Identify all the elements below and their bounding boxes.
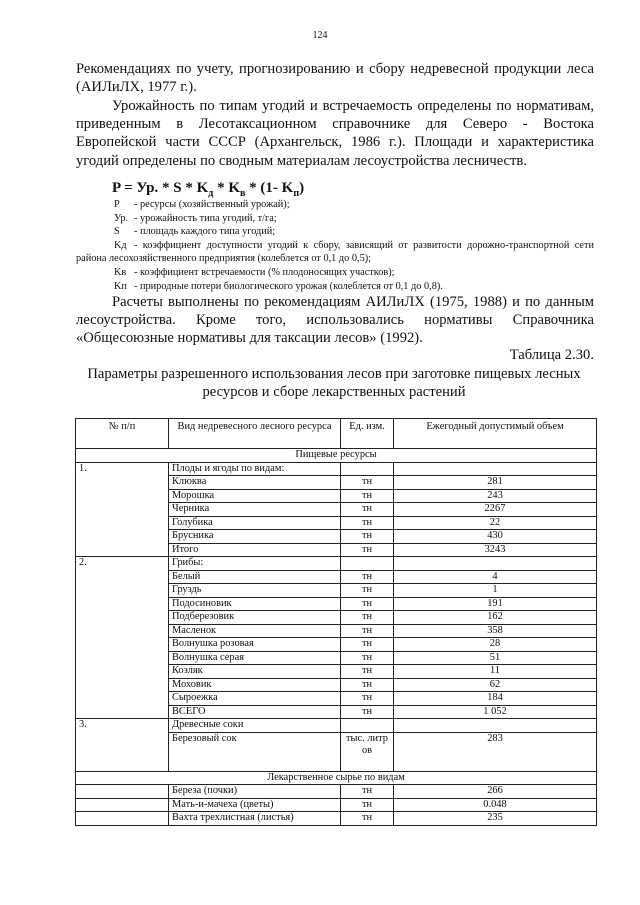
table-row: Белый тн 4 (76, 570, 597, 584)
table-row: Клюква тн 281 (76, 476, 597, 490)
table-row: Мать-и-мачеха (цветы) тн 0.048 (76, 798, 597, 812)
group-row: 3. Древесные соки (76, 719, 597, 733)
header-volume: Ежегодный допустимый объем (394, 419, 597, 449)
resource-formula: P = Ур. * S * $K_д * K_в * (1-$ $K_п$) (112, 180, 305, 199)
table-row: Волнушка серая тн 51 (76, 651, 597, 665)
table-row: Козляк тн 11 (76, 665, 597, 679)
table-row: Итого тн 3243 (76, 543, 597, 557)
table-header-row (76, 419, 597, 449)
table-row: Черника тн 2267 (76, 503, 597, 517)
table-row: Подосиновик тн 191 (76, 597, 597, 611)
table-title: Параметры разрешенного использования лесов при заготовке пищевых лесных ресурсов и сборе лекарственных растений (87, 366, 581, 400)
table-row: Подберезовик тн 162 (76, 611, 597, 625)
definition-kp: Kп - природные потери биологического урожая (колеблется от 0,1 до 0,8). (114, 280, 443, 292)
table-row: Морошка тн 243 (76, 489, 597, 503)
table-row: Березовый сок тыс. литров 283 (76, 732, 597, 771)
header-unit: Ед. изм. (341, 419, 394, 449)
definition-p: P - ресурсы (хозяйственный урожай); (114, 199, 290, 210)
definition-kv: Kв - коэффициент встречаемости (% плодоносящих участков); (114, 266, 395, 278)
table-row: Волнушка розовая тн 28 (76, 638, 597, 652)
table-row: ВСЕГО тн 1 052 (76, 705, 597, 719)
section-food: Пищевые ресурсы (76, 449, 597, 463)
table-row: Голубика тн 22 (76, 516, 597, 530)
table-row: Груздь тн 1 (76, 584, 597, 598)
header-number: № п/п (76, 419, 169, 449)
group-row: 1. Плоды и ягоды по видам: (76, 462, 597, 476)
page-number: 124 (312, 30, 328, 41)
table-row: Брусника тн 430 (76, 530, 597, 544)
table-row: Моховик тн 62 (76, 678, 597, 692)
table-label: Таблица 2.30. (509, 347, 594, 363)
table-row: Вахта трехлистная (листья) тн 235 (76, 812, 597, 826)
paragraph-calculations: Расчеты выполнены по рекомендациям АИЛиЛХ (1975, 1988) и по данным лесоустройства. Кроме того, использовались нормативы Справочника «Общесоюзные нормативы для таксации лесов» (1992). (76, 294, 594, 347)
table-row: Масленок тн 358 (76, 624, 597, 638)
paragraph-yield-methodology: Урожайность по типам угодий и встречаемость определены по нормативам, приведенным в Лесотаксационном справочнике для Северо - Востока Европейской части СССР (Архангельск, 1986 г.). Площади и характеристика угодий определены по сводным материалам лесоустройства лесничеств. (76, 98, 594, 169)
table-row: Сыроежка тн 184 (76, 692, 597, 706)
definition-yield: Ур. - урожайность типа угодий, т/га; (114, 212, 277, 224)
table-row: Береза (почки) тн 266 (76, 785, 597, 799)
formula-definitions (76, 198, 594, 293)
section-medicinal: Лекарственное сырье по видам (76, 771, 597, 785)
group-row: 2. Грибы: (76, 557, 597, 571)
header-resource: Вид недревесного лесного ресурса (169, 419, 341, 449)
resources-table (75, 418, 597, 826)
intro-paragraph: Рекомендациях по учету, прогнозированию и сбору недревесной продукции леса (АИЛиЛХ, 1977 г.). (76, 61, 594, 96)
definition-kd: Kд - коэффициент доступности угодий к сбору, зависящий от развитости дорожно-транспортной сети района лесохозяйственного предприятия (колеблется от 0,1 до 0,5); (76, 239, 594, 265)
definition-area: S - площадь каждого типа угодий; (114, 226, 276, 238)
